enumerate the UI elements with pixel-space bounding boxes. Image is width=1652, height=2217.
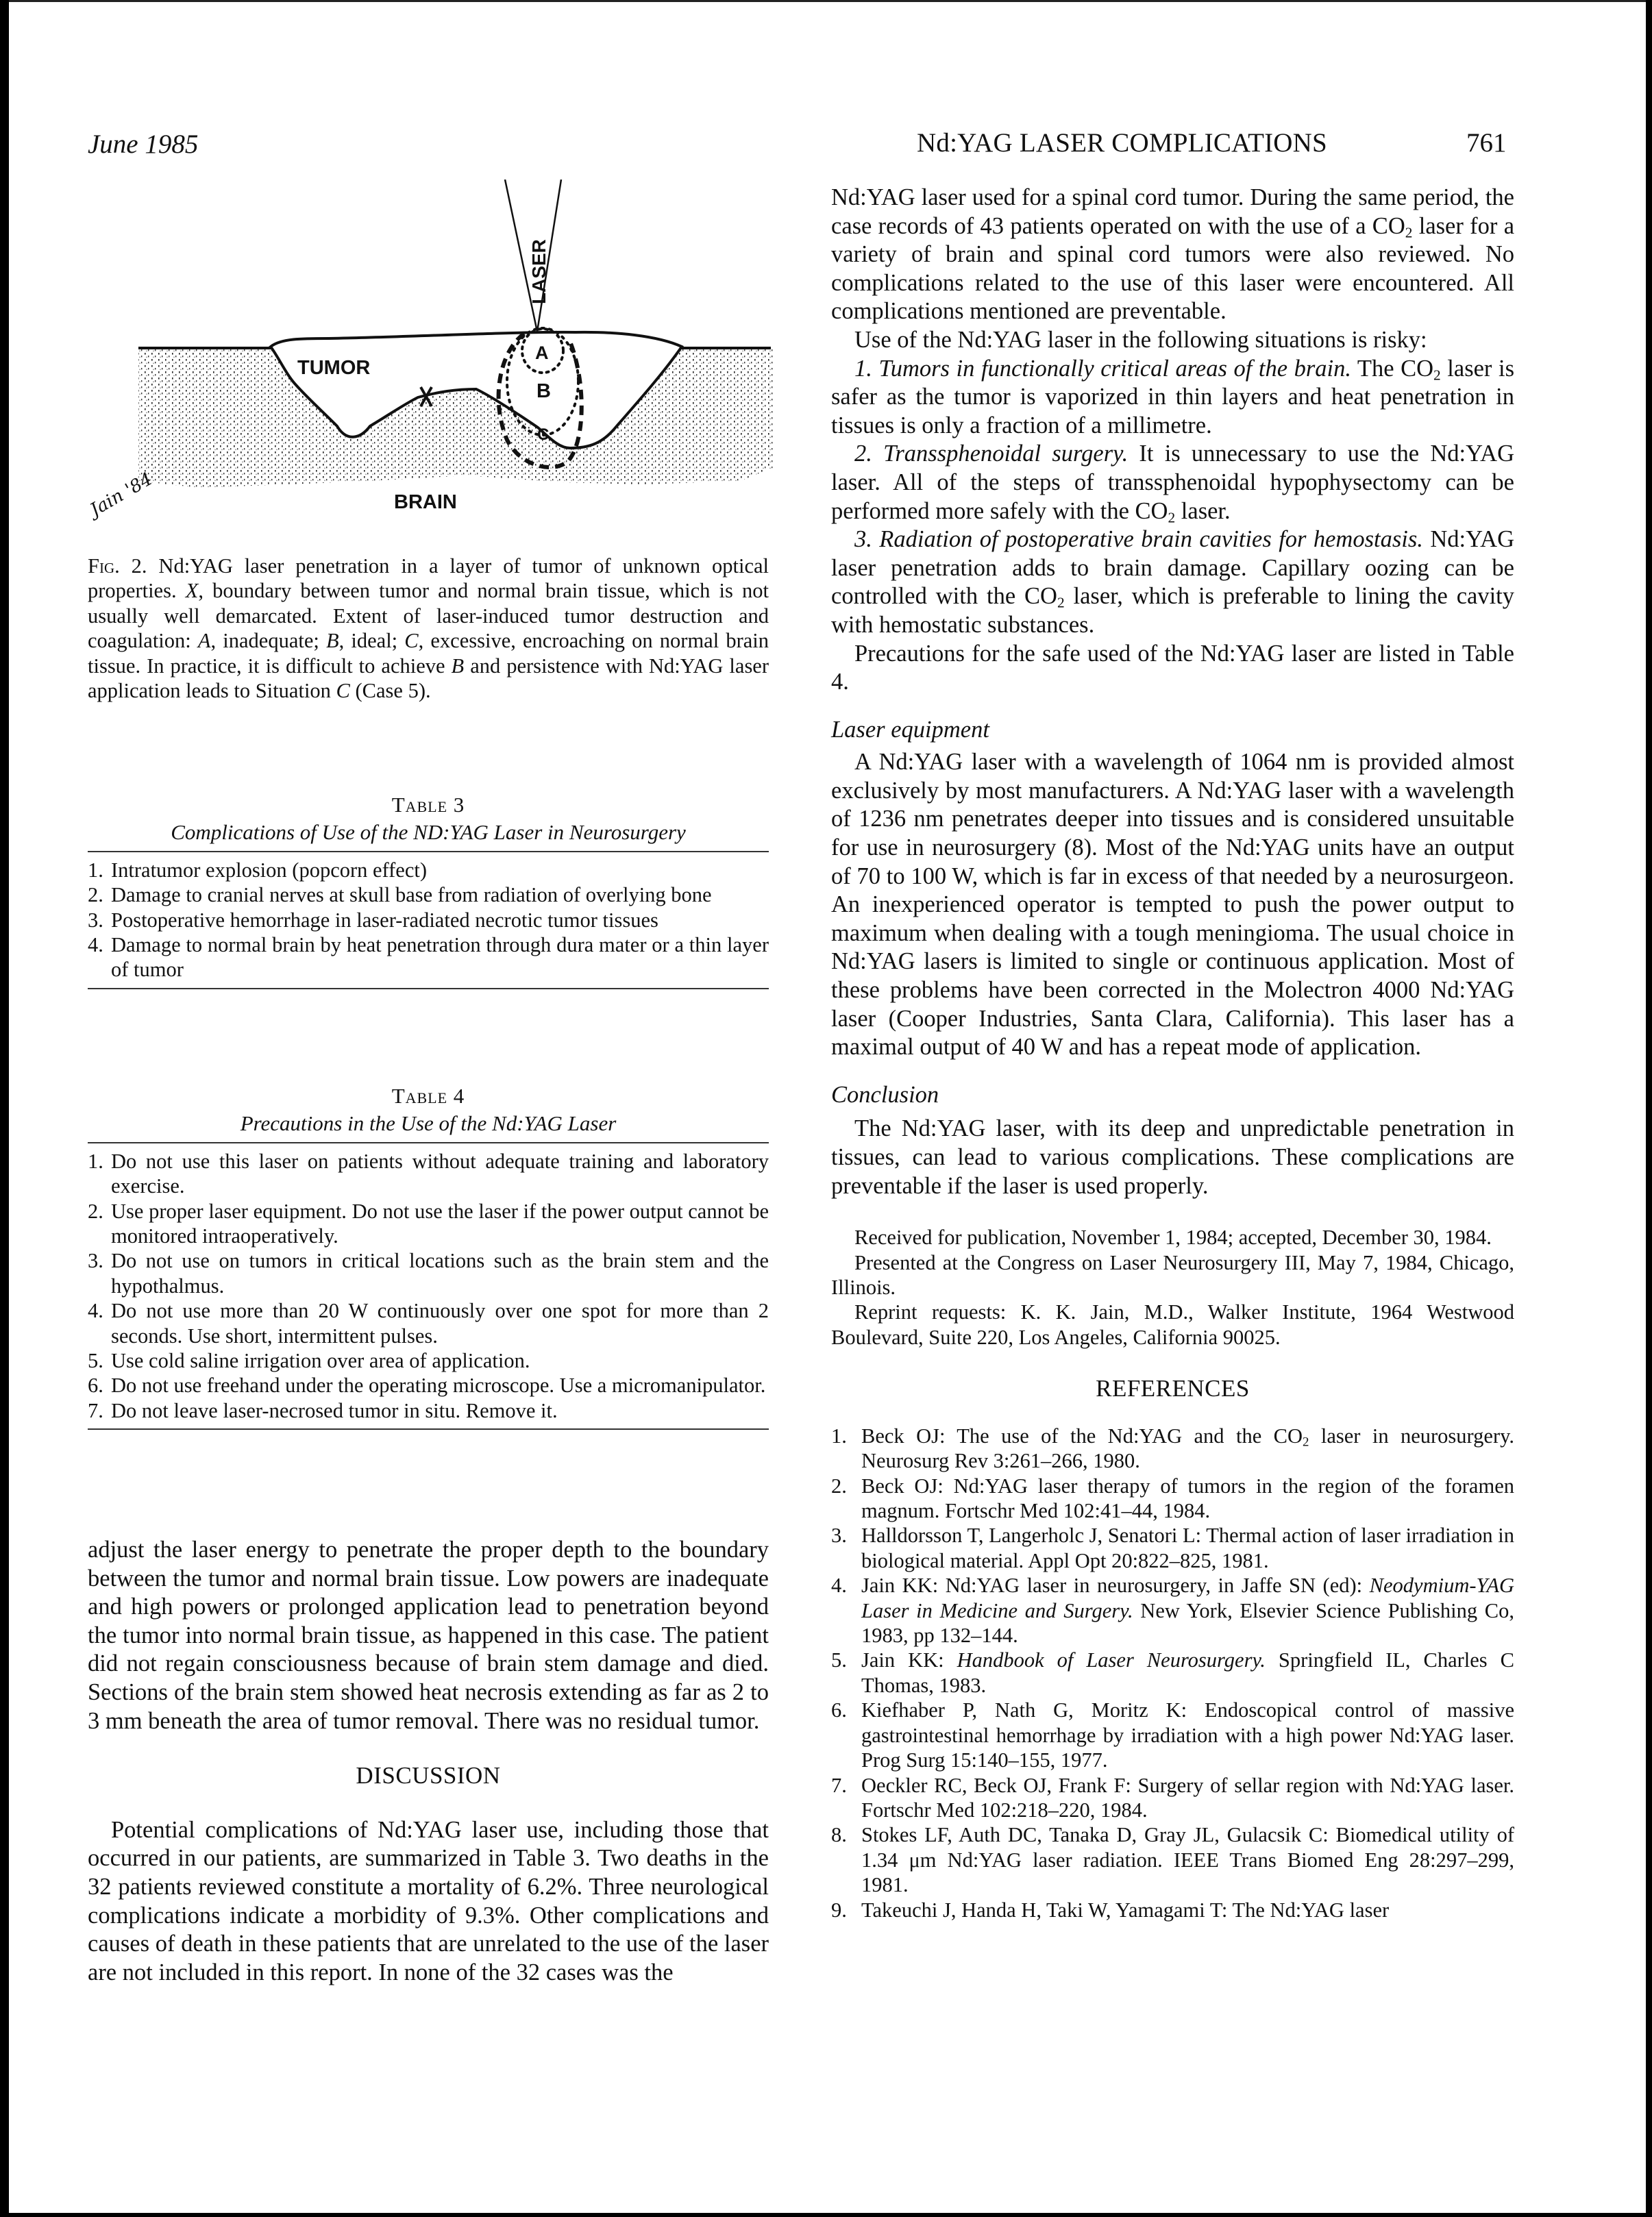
table-row [88,1149,769,1199]
row-text: Do not use on tumors in critical locations such as the brain stem and the hypothalmus. [111,1249,769,1298]
table-row [88,882,769,907]
running-head-title: Nd:YAG LASER COMPLICATIONS [917,128,1327,158]
table-row [88,908,769,932]
row-text: Use proper laser equipment. Do not use the laser if the power output cannot be monitored intraoperatively. [111,1199,769,1248]
table-3 [88,793,769,995]
table-row [88,858,769,882]
subscript: 2 [1057,594,1065,611]
paragraph-text: It is unnecessary to use the Nd:YAG laser. All of the steps of transsphenoidal hypophysectomy can be performed more safely with the CO [831,441,1515,524]
row-number: 4. [88,1299,103,1323]
reference-item [831,1424,1514,1474]
table-row [88,932,769,982]
publication-notes [831,1225,1514,1350]
figure-caption-lead: Fig. 2. [88,554,147,578]
reference-item [831,1698,1514,1772]
caption-italic: B [326,629,339,653]
caption-text: , ideal; [338,629,405,653]
references-heading: REFERENCES [1096,1375,1250,1402]
paragraph-text: laser, which is preferable to lining the cavity with hemostatic substances. [831,583,1515,638]
table-4 [88,1084,769,1435]
row-text: Do not leave laser-necrosed tumor in situ. Remove it. [111,1398,558,1422]
paragraph-text: The CO [1351,355,1434,382]
conclusion-heading: Conclusion [831,1081,939,1108]
row-number: 7. [88,1398,103,1422]
table-row [88,1248,769,1298]
page-edge-top [0,0,1652,2]
table-row [88,1373,769,1398]
row-number: 2. [88,1199,103,1223]
reference-number: 7. [831,1773,847,1797]
table-4-title: Table 4 [391,1084,465,1108]
row-number: 1. [88,858,103,882]
caption-italic: C [404,629,419,653]
precautions-paragraph: Precautions for the safe used of the Nd:YAG laser are listed in Table 4. [831,640,1514,695]
label-b: B [537,380,551,402]
row-number: 3. [88,908,103,932]
reference-text: New York, Elsevier Science Publishing Co, 1983, pp 132–144. [861,1598,1514,1648]
laser-equipment-heading: Laser equipment [831,716,989,743]
table-row [88,1398,769,1423]
reference-book-title: Neodymium-YAG Laser in Medicine and Surgery. [861,1574,1514,1622]
caption-italic: A [197,629,211,653]
row-number: 4. [88,933,103,957]
row-text: Postoperative hemorrhage in laser-radiated necrotic tumor tissues [111,908,658,932]
spinal-cord-paragraph [831,184,1514,326]
paragraph-text: Nd:YAG laser penetration adds to brain damage. Capillary oozing can be controlled with the CO [831,526,1515,610]
reference-item [831,1773,1514,1823]
row-text: Do not use this laser on patients without adequate training and laboratory exercise. [111,1149,769,1198]
risk-title: 1. Tumors in functionally critical areas of the brain. [854,355,1351,382]
figure-2-diagram [82,179,774,536]
row-text: Damage to normal brain by heat penetration through dura mater or a thin layer of tumor [111,933,769,982]
reference-text: Takeuchi J, Handa H, Taki W, Yamagami T: The Nd:YAG laser [861,1898,1390,1922]
risk-item-1 [831,355,1514,441]
reference-text: Beck OJ: The use of the Nd:YAG and the CO [861,1424,1303,1448]
caption-italic: B [451,654,465,678]
reference-number: 2. [831,1474,847,1498]
reference-item [831,1648,1514,1698]
received-note: Received for publication, November 1, 1984; accepted, December 30, 1984. [854,1226,1492,1250]
label-laser: LASER [528,239,550,304]
reference-text: Jain KK: Nd:YAG laser in neurosurgery, in Jaffe SN (ed): [861,1574,1370,1598]
reference-text: Stokes LF, Auth DC, Tanaka D, Gray JL, Gulacsik C: Biomedical utility of 1.34 μm Nd:YAG laser radiation. IEEE Trans Biomed Eng 28:297–299, 1981. [861,1823,1514,1897]
label-tumor: TUMOR [297,357,371,379]
risky-situations-intro: Use of the Nd:YAG laser in the following situations is risky: [854,326,1427,353]
subscript: 2 [1168,508,1176,525]
conclusion-paragraph: The Nd:YAG laser, with its deep and unpredictable penetration in tissues, can lead to various complications. These complications are preventable if the laser is used properly. [831,1115,1514,1199]
label-c: C [537,425,550,444]
row-number: 1. [88,1149,103,1173]
table-row [88,1348,769,1373]
page-edge-right [1646,0,1652,2217]
reference-item [831,1523,1514,1573]
table-3-bottom-rule [88,988,769,989]
row-text: Damage to cranial nerves at skull base from radiation of overlying bone [111,883,712,907]
table-3-subtitle: Complications of Use of the ND:YAG Laser in Neurosurgery [171,820,686,845]
artist-signature: Jain '84 [86,469,156,521]
reference-text: Kiefhaber P, Nath G, Moritz K: Endoscopical control of massive gastrointestinal hemorrhage by irradiation with a high power Nd:YAG laser. Prog Surg 15:140–155, 1977. [861,1698,1514,1772]
page-edge-left [0,0,9,2217]
paragraph-text: laser is safer as the tumor is vaporized in thin layers and heat penetration in tissues is only a fraction of a millimetre. [831,355,1514,438]
row-number: 3. [88,1249,103,1273]
case-paragraph: adjust the laser energy to penetrate the proper depth to the boundary between the tumor and normal brain tissue. Low powers are inadequate and high powers or prolonged application lead to penetration beyond the tumor into normal brain tissue, as happened in this case. The patient did not regain consciousness because of brain stem damage and died. Sections of the brain stem showed heat necrosis extending as far as 2 to 3 mm beneath the area of tumor removal. There was no residual tumor. [88,1537,769,1734]
presented-note: Presented at the Congress on Laser Neurosurgery III, May 7, 1984, Chicago, Illinois. [831,1250,1514,1299]
caption-text: , boundary between tumor and normal brain tissue, which is not usually well demarcated. Extent of laser-induced tumor destruction and coagulation: [88,579,769,653]
reference-number: 5. [831,1648,847,1672]
discussion-paragraph: Potential complications of Nd:YAG laser use, including those that occurred in our patients, are summarized in Table 3. Two deaths in the 32 patients reviewed constitute a mortality of 6.2%. Three neurological complications indicate a morbidity of 9.3%. Other complications and causes of death in these patients that are unrelated to the use of the laser are not included in this report. In none of the 32 cases was the [88,1816,769,1985]
row-number: 2. [88,883,103,907]
reference-item [831,1822,1514,1897]
reference-number: 4. [831,1574,847,1598]
table-3-top-rule [88,851,769,852]
paragraph-text: Nd:YAG laser used for a spinal cord tumor. During the same period, the case records of 43 patients operated on with the use of a CO [831,184,1514,239]
figure-2-caption [88,554,769,703]
reference-text: Beck OJ: Nd:YAG laser therapy of tumors in the region of the foramen magnum. Fortschr Med 102:41–44, 1984. [861,1474,1514,1523]
label-brain: BRAIN [394,491,457,513]
paragraph-text: laser. [1175,497,1231,524]
discussion-heading: DISCUSSION [356,1762,501,1789]
reference-item [831,1573,1514,1648]
laser-equipment-paragraph: A Nd:YAG laser with a wavelength of 1064 nm is provided almost exclusively by most manufacturers. A Nd:YAG laser with a wavelength of 1236 nm penetrates deeper into tissues and is considered unsuitable for use in neurosurgery (8). Most of the Nd:YAG units have an output of 70 to 100 W, which is far in excess of that needed by a neurosurgeon. An inexperienced operator is tempted to push the power output to maximum when dealing with a tough meningioma. The usual choice in Nd:YAG lasers is limited to single or continuous application. Most of these problems have been corrected in the Molectron 4000 Nd:YAG laser (Cooper Industries, Santa Clara, California). This laser has a maximal output of 40 W and has a repeat mode of application. [831,749,1514,1061]
running-head-date: June 1985 [88,129,199,159]
right-column-body [831,184,1514,1922]
reference-number: 9. [831,1898,847,1922]
page-number: 761 [1466,128,1507,158]
table-row [88,1199,769,1249]
risk-item-2 [831,440,1514,525]
table-4-subtitle: Precautions in the Use of the Nd:YAG Laser [240,1111,617,1136]
caption-italic: X [185,579,199,603]
reference-number: 1. [831,1424,847,1448]
reference-item [831,1898,1514,1922]
table-4-top-rule [88,1142,769,1143]
caption-italic: C [336,679,350,703]
subscript: 2 [1405,223,1413,240]
table-3-list [88,858,769,982]
table-4-bottom-rule [88,1428,769,1430]
row-number: 5. [88,1349,103,1373]
risk-title: 2. Transsphenoidal surgery. [854,441,1129,467]
reference-text: Halldorsson T, Langerholc J, Senatori L: Thermal action of laser irradiation in biological material. Appl Opt 20:822–825, 1981. [861,1524,1514,1572]
caption-text: , excessive, encroaching on normal brain tissue. In practice, it is difficult to achieve [88,629,769,678]
subscript: 2 [1433,366,1441,383]
table-4-list [88,1149,769,1423]
reference-text: laser in neurosurgery. Neurosurg Rev 3:261–266, 1980. [861,1424,1514,1473]
reference-text: Oeckler RC, Beck OJ, Frank F: Surgery of sellar region with Nd:YAG laser. Fortschr Med 102:218–220, 1984. [861,1773,1514,1822]
row-number: 6. [88,1374,103,1398]
row-text: Do not use freehand under the operating microscope. Use a micromanipulator. [111,1374,766,1398]
row-text: Use cold saline irrigation over area of application. [111,1349,530,1373]
reference-number: 6. [831,1698,847,1722]
reference-item [831,1474,1514,1524]
caption-text: and persistence with Nd:YAG laser application leads to Situation [88,654,769,703]
reference-text: Jain KK: [861,1648,957,1672]
row-text: Intratumor explosion (popcorn effect) [111,858,428,882]
risk-title: 3. Radiation of postoperative brain cavities for hemostasis. [854,526,1423,553]
row-text: Do not use more than 20 W continuously over one spot for more than 2 seconds. Use short, intermittent pulses. [111,1299,769,1348]
risk-item-3 [831,525,1514,639]
reference-text: Springfield IL, Charles C Thomas, 1983. [861,1648,1514,1697]
references-list [831,1424,1514,1922]
reference-number: 3. [831,1524,847,1548]
caption-text: Nd:YAG laser penetration in a layer of tumor of unknown optical properties. [88,554,769,603]
table-3-title: Table 3 [391,793,465,817]
reference-book-title: Handbook of Laser Neurosurgery. [957,1648,1266,1672]
table-row [88,1298,769,1348]
paragraph-text: laser for a variety of brain and spinal cord tumors were also reviewed. No complications related to the use of this laser were encountered. All complications mentioned are preventable. [831,212,1515,325]
label-a: A [535,343,549,363]
subscript: 2 [1303,1435,1309,1450]
page-edge-bottom [0,2213,1652,2217]
reprint-note: Reprint requests: K. K. Jain, M.D., Walker Institute, 1964 Westwood Boulevard, Suite 220, Los Angeles, California 90025. [831,1300,1514,1349]
left-column-body [88,1536,769,1987]
reference-number: 8. [831,1823,847,1847]
caption-text: , inadequate; [210,629,326,653]
caption-text: (Case 5). [349,679,431,703]
